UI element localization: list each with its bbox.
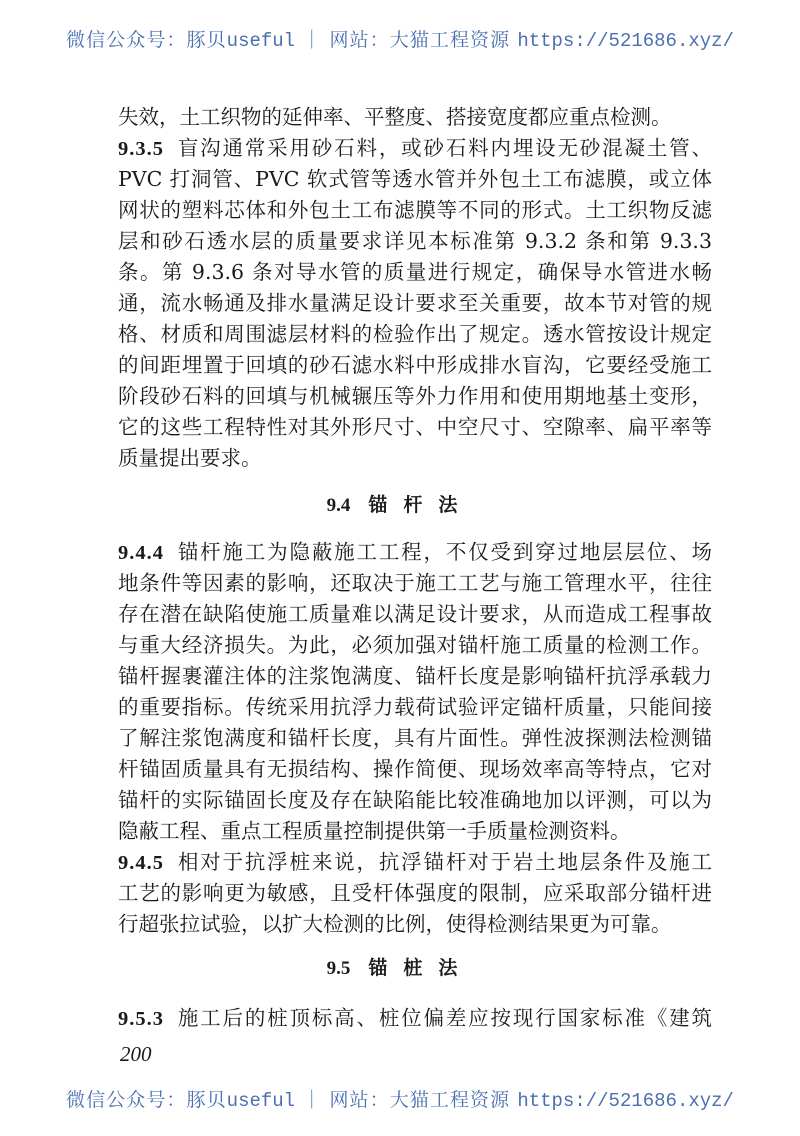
- clause-text: 它的这些工程特性对其外形尺寸、中空尺寸、空隙率、扁平率等: [118, 415, 712, 439]
- text-line: [118, 785, 712, 816]
- clause-text: 与重大经济损失。为此，必须加强对锚杆施工质量的检测工作。: [118, 633, 712, 657]
- clause-text: 行超张拉试验，以扩大检测的比例，使得检测结果更为可靠。: [118, 912, 672, 936]
- clause-text: 通，流水畅通及排水量满足设计要求至关重要，故本节对管的规: [118, 291, 712, 315]
- text-line: [118, 412, 712, 443]
- text-line: 失效，土工织物的延伸率、平整度、搭接宽度都应重点检测。: [118, 105, 672, 129]
- clause-text: 条。第 9.3.6 条对导水管的质量进行规定，确保导水管进水畅: [118, 260, 712, 284]
- clause-text: 的间距埋置于回填的砂石滤水料中形成排水盲沟，它要经受施工: [118, 353, 712, 377]
- watermark-url: https://521686.xyz/: [517, 1090, 734, 1112]
- text-line: [118, 816, 712, 847]
- text-line: [118, 661, 712, 692]
- clause-9-4-5: [118, 847, 712, 940]
- text-line: [118, 350, 712, 381]
- section-heading-9-5: [0, 953, 800, 983]
- clause-text: 施工后的桩顶标高、桩位偏差应按现行国家标准《建筑: [176, 1006, 712, 1030]
- watermark-separator: ｜: [302, 29, 323, 51]
- text-line: [118, 537, 712, 568]
- text-line: [118, 909, 712, 940]
- clause-text: 相对于抗浮桩来说，抗浮锚杆对于岩土地层条件及施工: [176, 850, 712, 874]
- watermark-prefix: 微信公众号：豚贝: [66, 1089, 227, 1111]
- heading-title: 锚桩法: [368, 957, 474, 979]
- clause-text: 锚杆握裹灌注体的注浆饱满度、锚杆长度是影响锚杆抗浮承载力: [118, 664, 712, 688]
- text-line: [118, 226, 712, 257]
- clause-text: 地条件等因素的影响，还取决于施工工艺与施工管理水平，往往: [118, 571, 712, 595]
- heading-title: 锚杆法: [368, 494, 474, 516]
- watermark-footer: [66, 1086, 734, 1114]
- clause-text: 的重要指标。传统采用抗浮力载荷试验评定锚杆质量，只能间接: [118, 695, 712, 719]
- watermark-site-label: 网站：大猫工程资源: [329, 1089, 511, 1111]
- text-line: [118, 381, 712, 412]
- clause-text: 阶段砂石料的回填与机械辗压等外力作用和使用期地基土变形，: [118, 384, 712, 408]
- clause-text: 了解注浆饱满度和锚杆长度，具有片面性。弹性波探测法检测锚: [118, 726, 712, 750]
- text-line: [118, 599, 712, 630]
- clause-text: 杆锚固质量具有无损结构、操作简便、现场效率高等特点，它对: [118, 757, 712, 781]
- clause-number: 9.3.5: [118, 138, 164, 160]
- text-line: [118, 195, 712, 226]
- clause-text: 层和砂石透水层的质量要求详见本标准第 9.3.2 条和第 9.3.3: [118, 229, 712, 253]
- clause-text: 格、材质和周围滤层材料的检验作出了规定。透水管按设计规定: [118, 322, 712, 346]
- watermark-site-label: 网站：大猫工程资源: [329, 29, 511, 51]
- watermark-header: [66, 26, 734, 54]
- text-line: [118, 1003, 712, 1034]
- text-line: [118, 847, 712, 878]
- clause-text: 工艺的影响更为敏感，且受杆体强度的限制，应采取部分锚杆进: [118, 881, 712, 905]
- text-line: [118, 133, 712, 164]
- text-line: [118, 257, 712, 288]
- clause-text: PVC 打洞管、PVC 软式管等透水管并外包土工布滤膜，或立体: [118, 167, 712, 191]
- text-line: [118, 164, 712, 195]
- section-9-4-body: [118, 537, 712, 940]
- clause-text: 存在潜在缺陷使施工质量难以满足设计要求，从而造成工程事故: [118, 602, 712, 626]
- section-9-5-body: [118, 1003, 712, 1034]
- text-line: [118, 288, 712, 319]
- watermark-separator: ｜: [302, 1089, 323, 1111]
- heading-number: 9.5: [326, 958, 351, 979]
- clause-text: 锚杆施工为隐蔽施工工程，不仅受到穿过地层层位、场: [176, 540, 712, 564]
- text-line: [118, 754, 712, 785]
- clause-text: 隐蔽工程、重点工程质量控制提供第一手质量检测资料。: [118, 819, 631, 843]
- text-line: [118, 630, 712, 661]
- clause-text: 盲沟通常采用砂石料，或砂石料内埋设无砂混凝土管、: [176, 136, 712, 160]
- text-line: [118, 692, 712, 723]
- text-line: [118, 878, 712, 909]
- paragraph-continuation: [118, 102, 712, 474]
- text-line: [118, 443, 712, 474]
- watermark-url: https://521686.xyz/: [517, 30, 734, 52]
- clause-text: 质量提出要求。: [118, 446, 262, 470]
- heading-number: 9.4: [326, 495, 351, 516]
- section-heading-9-4: [0, 490, 800, 520]
- clause-9-5-3: [118, 1003, 712, 1034]
- clause-number: 9.4.5: [118, 852, 164, 874]
- page-number: 200: [120, 1042, 152, 1066]
- watermark-brand: useful: [226, 30, 296, 52]
- clause-number: 9.4.4: [118, 542, 164, 564]
- clause-text: 锚杆的实际锚固长度及存在缺陷能比较准确地加以评测，可以为: [118, 788, 712, 812]
- clause-9-3-5: [118, 133, 712, 474]
- clause-text: 网状的塑料芯体和外包土工布滤膜等不同的形式。土工织物反滤: [118, 198, 712, 222]
- watermark-prefix: 微信公众号：豚贝: [66, 29, 227, 51]
- watermark-brand: useful: [226, 1090, 296, 1112]
- clause-number: 9.5.3: [118, 1008, 164, 1030]
- clause-9-4-4: [118, 537, 712, 847]
- text-line: [118, 723, 712, 754]
- text-line: [118, 319, 712, 350]
- text-line: [118, 568, 712, 599]
